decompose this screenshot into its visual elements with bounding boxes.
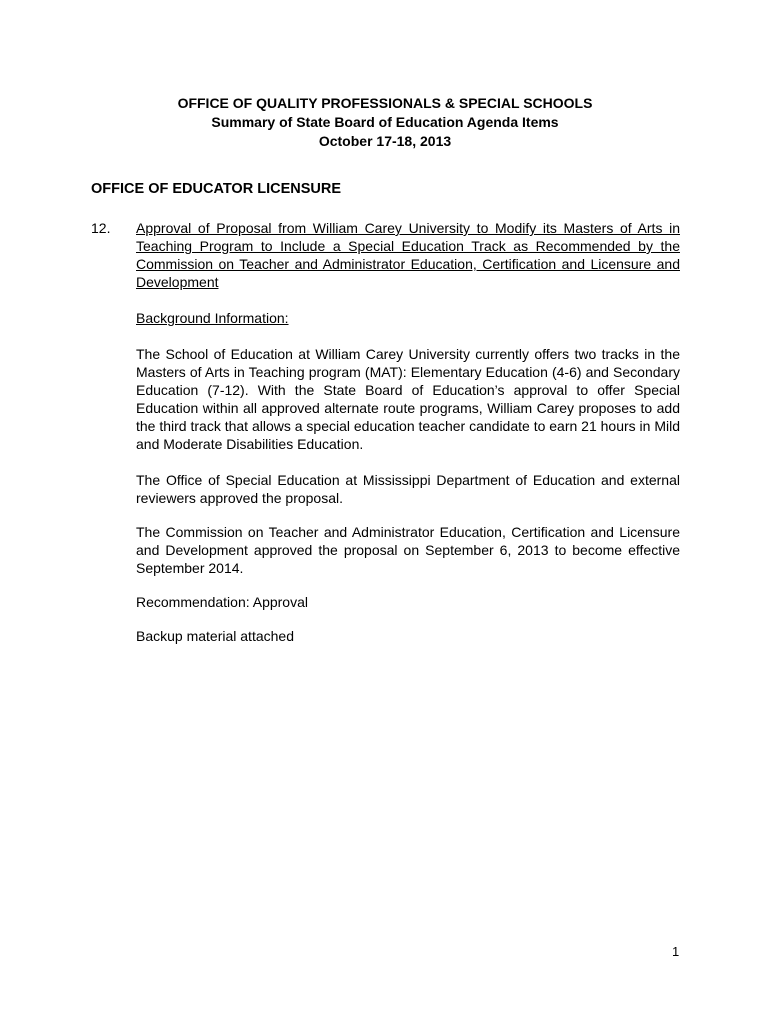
agenda-item-number: 12. — [91, 220, 111, 236]
document-header — [0, 94, 770, 151]
agenda-item-body — [136, 219, 680, 645]
background-paragraph-1: The School of Education at William Carey University currently offers two tracks in the Masters of Arts in Teaching program (MAT): Elementary Education (4-6) and Secondary Education (7-12). With the State Board of Education’s approval to offer Special Education within all approved alternate route programs, William Carey proposes to add the third track that allows a special education teacher candidate to earn 21 hours in Mild and Moderate Disabilities Education. — [136, 346, 680, 452]
header-meeting-date: October 17-18, 2013 — [318, 133, 452, 149]
background-paragraph-2: The Office of Special Education at Mississippi Department of Education and external reviewers approved the proposal. — [136, 472, 680, 506]
agenda-item-title: Approval of Proposal from William Carey University to Modify its Masters of Arts in Teaching Program to Include a Special Education Track as Recommended by the Commission on Teacher and Administrator Education, Certification and Licensure and Development — [136, 220, 680, 290]
background-paragraph-3: The Commission on Teacher and Administrator Education, Certification and Licensure and Development approved the proposal on September 6, 2013 to become effective September 2014. — [136, 524, 680, 576]
background-heading: Background Information: — [136, 310, 289, 326]
recommendation: Recommendation: Approval — [136, 594, 308, 610]
header-summary-title: Summary of State Board of Education Agenda Items — [211, 114, 559, 130]
section-heading: OFFICE OF EDUCATOR LICENSURE — [91, 181, 341, 197]
header-office-title: OFFICE OF QUALITY PROFESSIONALS & SPECIAL SCHOOLS — [177, 95, 593, 111]
page-number: 1 — [672, 944, 680, 959]
backup-material-note: Backup material attached — [136, 628, 294, 644]
